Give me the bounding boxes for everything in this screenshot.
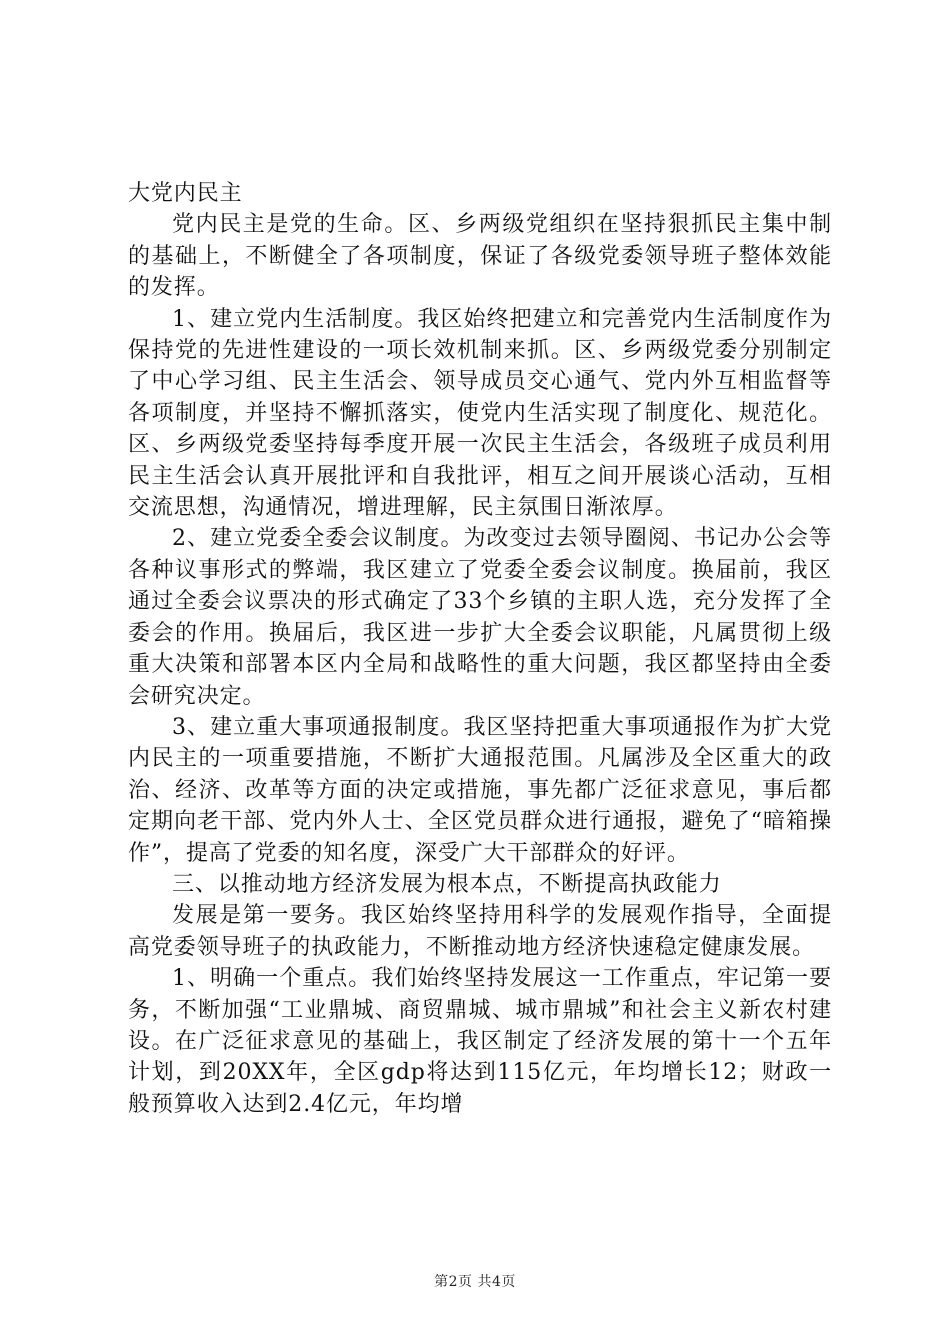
paragraph-item-3: 3、建立重大事项通报制度。我区坚持把重大事项通报作为扩大党内民主的一项重要措施，不断扩大通报范围。凡属涉及全区重大的政治、经济、改革等方面的决定或措施，事先都广泛征求意见，事后都定期向老干部、党内外人士、全区党员群众进行通报，避免了“暗箱操作”，提高了党委的知名度，深受广大干部群众的好评。 — [128, 714, 832, 866]
paragraph-development: 发展是第一要务。我区始终坚持用科学的发展观作指导，全面提高党委领导班子的执政能力，不断推动地方经济快速稳定健康发展。 — [128, 903, 832, 960]
section-heading-three: 三、以推动地方经济发展为根本点，不断提高执政能力 — [172, 871, 722, 897]
page-footer — [0, 1271, 950, 1291]
page-number-label: 第2页 共4页 — [434, 1274, 516, 1290]
document-body — [128, 178, 832, 1120]
paragraph-item-1: 1、建立党内生活制度。我区始终把建立和完善党内生活制度作为保持党的先进性建设的一项长效机制来抓。区、乡两级党委分别制定了中心学习组、民主生活会、领导成员交心通气、党内外互相监督等各项制度，并坚持不懈抓落实，使党内生活实现了制度化、规范化。区、乡两级党委坚持每季度开展一次民主生活会，各级班子成员利用民主生活会认真开展批评和自我批评，相互之间开展谈心活动，互相交流思想，沟通情况，增进理解，民主氛围日渐浓厚。 — [128, 306, 832, 521]
paragraph-item-2: 2、建立党委全委会议制度。为改变过去领导圈阅、书记办公会等各种议事形式的弊端，我区建立了党委全委会议制度。换届前，我区通过全委会议票决的形式确定了33个乡镇的主职人选，充分发挥了全委会的作用。换届后，我区进一步扩大全委会议职能，凡属贯彻上级重大决策和部署本区内全局和战略性的重大问题，我区都坚持由全委会研究决定。 — [128, 526, 832, 709]
paragraph-heading-fragment: 大党内民主 — [128, 181, 243, 206]
paragraph-focus-item-1: 1、明确一个重点。我们始终坚持发展这一工作重点，牢记第一要务，不断加强“工业鼎城、商贸鼎城、城市鼎城”和社会主义新农村建设。在广泛征求意见的基础上，我区制定了经济发展的第十一个五年计划，到20XX年，全区gdp将达到115亿元，年均增长12；财政一般预算收入达到2.4亿元，年均增 — [128, 966, 832, 1117]
paragraph-intro: 党内民主是党的生命。区、乡两级党组织在坚持狠抓民主集中制的基础上，不断健全了各项制度，保证了各级党委领导班子整体效能的发挥。 — [128, 212, 832, 301]
